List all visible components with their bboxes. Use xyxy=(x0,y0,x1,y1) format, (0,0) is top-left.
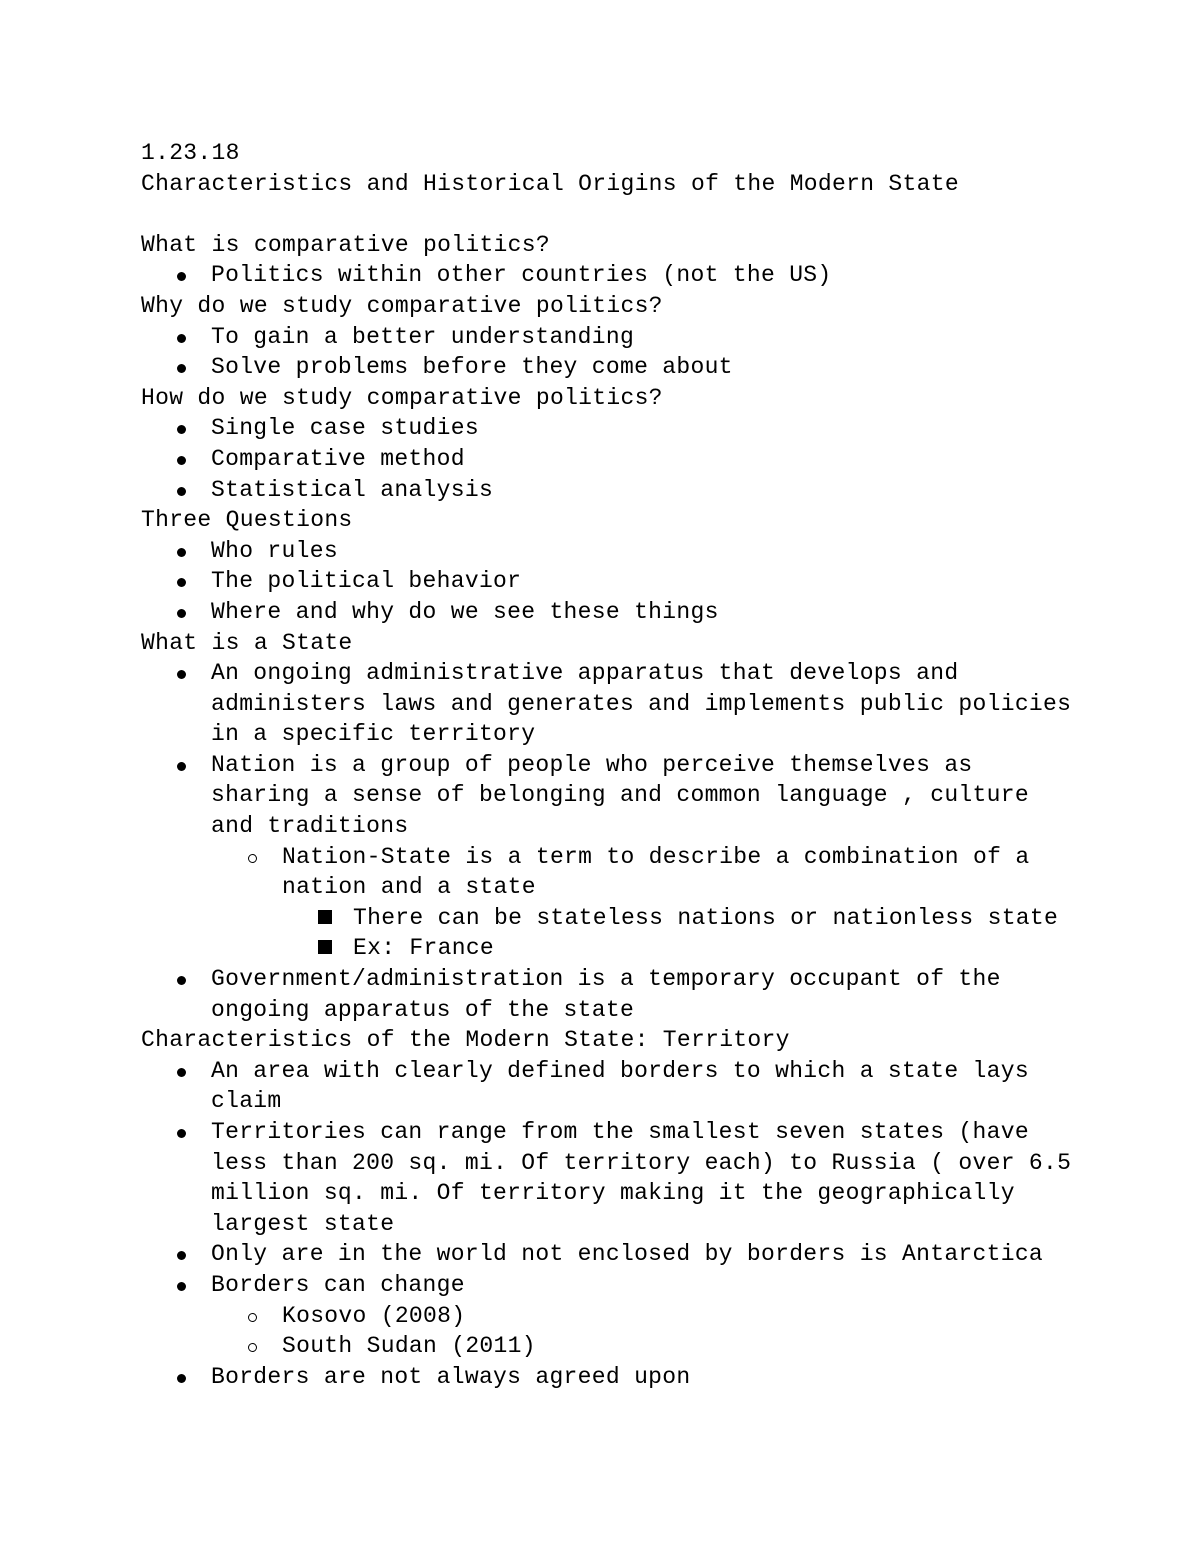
square-bullet-icon xyxy=(318,903,332,934)
list-item: Government/administration is a temporary occupant of the ongoing apparatus of the state xyxy=(141,964,1081,1025)
bullet-list xyxy=(141,322,1081,383)
list-item: Where and why do we see these things xyxy=(141,597,1081,628)
bullet-icon xyxy=(177,1270,186,1301)
list-item: Statistical analysis xyxy=(141,475,1081,506)
bullet-icon xyxy=(177,413,186,444)
bullet-icon xyxy=(177,352,186,383)
section-heading: Why do we study comparative politics? xyxy=(141,292,663,319)
bullet-list xyxy=(141,1056,1081,1393)
list-item: Ex: France xyxy=(141,933,1081,964)
list-item: An area with clearly defined borders to which a state lays claim xyxy=(141,1056,1081,1117)
list-item: Single case studies xyxy=(141,413,1081,444)
bullet-list xyxy=(141,658,1081,1025)
list-item: Kosovo (2008) xyxy=(141,1301,1081,1332)
bullet-icon xyxy=(177,658,186,689)
bullet-list xyxy=(141,413,1081,505)
list-item: Solve problems before they come about xyxy=(141,352,1081,383)
list-item: Nation is a group of people who perceive themselves as sharing a sense of belonging and common language , culture and traditions xyxy=(141,750,1081,842)
section-heading: What is a State xyxy=(141,629,353,656)
section-heading: Characteristics of the Modern State: Territory xyxy=(141,1027,790,1054)
notes-body xyxy=(141,138,1081,1392)
bullet-icon xyxy=(177,444,186,475)
bullet-icon xyxy=(177,260,186,291)
bullet-list xyxy=(141,536,1081,628)
list-item: South Sudan (2011) xyxy=(141,1331,1081,1362)
blank-line xyxy=(141,199,1081,230)
list-item: Territories can range from the smallest seven states (have less than 200 sq. mi. Of territory each) to Russia ( over 6.5 million sq. mi. Of territory making it the geographically largest state xyxy=(141,1117,1081,1239)
bullet-icon xyxy=(177,475,186,506)
list-item: The political behavior xyxy=(141,566,1081,597)
square-bullet-icon xyxy=(318,933,332,964)
bullet-icon xyxy=(177,964,186,995)
list-item: Who rules xyxy=(141,536,1081,567)
section-heading: Three Questions xyxy=(141,507,353,534)
bullet-icon xyxy=(177,1117,186,1148)
bullet-icon xyxy=(177,1239,186,1270)
list-item: Nation-State is a term to describe a combination of a nation and a state xyxy=(141,842,1081,903)
list-item: Only are in the world not enclosed by borders is Antarctica xyxy=(141,1239,1081,1270)
bullet-list xyxy=(141,260,1081,291)
bullet-icon xyxy=(177,536,186,567)
hollow-bullet-icon xyxy=(248,1301,257,1332)
list-item: An ongoing administrative apparatus that develops and administers laws and generates and implements public policies in a specific territory xyxy=(141,658,1081,750)
bullet-icon xyxy=(177,1362,186,1393)
section-heading: How do we study comparative politics? xyxy=(141,384,663,411)
hollow-bullet-icon xyxy=(248,1331,257,1362)
note-date: 1.23.18 xyxy=(141,140,240,166)
bullet-icon xyxy=(177,597,186,628)
list-item: Comparative method xyxy=(141,444,1081,475)
bullet-icon xyxy=(177,322,186,353)
hollow-bullet-icon xyxy=(248,842,257,873)
list-item: Politics within other countries (not the US) xyxy=(141,260,1081,291)
bullet-icon xyxy=(177,750,186,781)
list-item: Borders are not always agreed upon xyxy=(141,1362,1081,1393)
list-item: To gain a better understanding xyxy=(141,322,1081,353)
section-heading: What is comparative politics? xyxy=(141,231,550,258)
note-title: Characteristics and Historical Origins of the Modern State xyxy=(141,170,959,197)
list-item: There can be stateless nations or nationless state xyxy=(141,903,1081,934)
bullet-icon xyxy=(177,1056,186,1087)
bullet-icon xyxy=(177,566,186,597)
list-item: Borders can change xyxy=(141,1270,1081,1301)
